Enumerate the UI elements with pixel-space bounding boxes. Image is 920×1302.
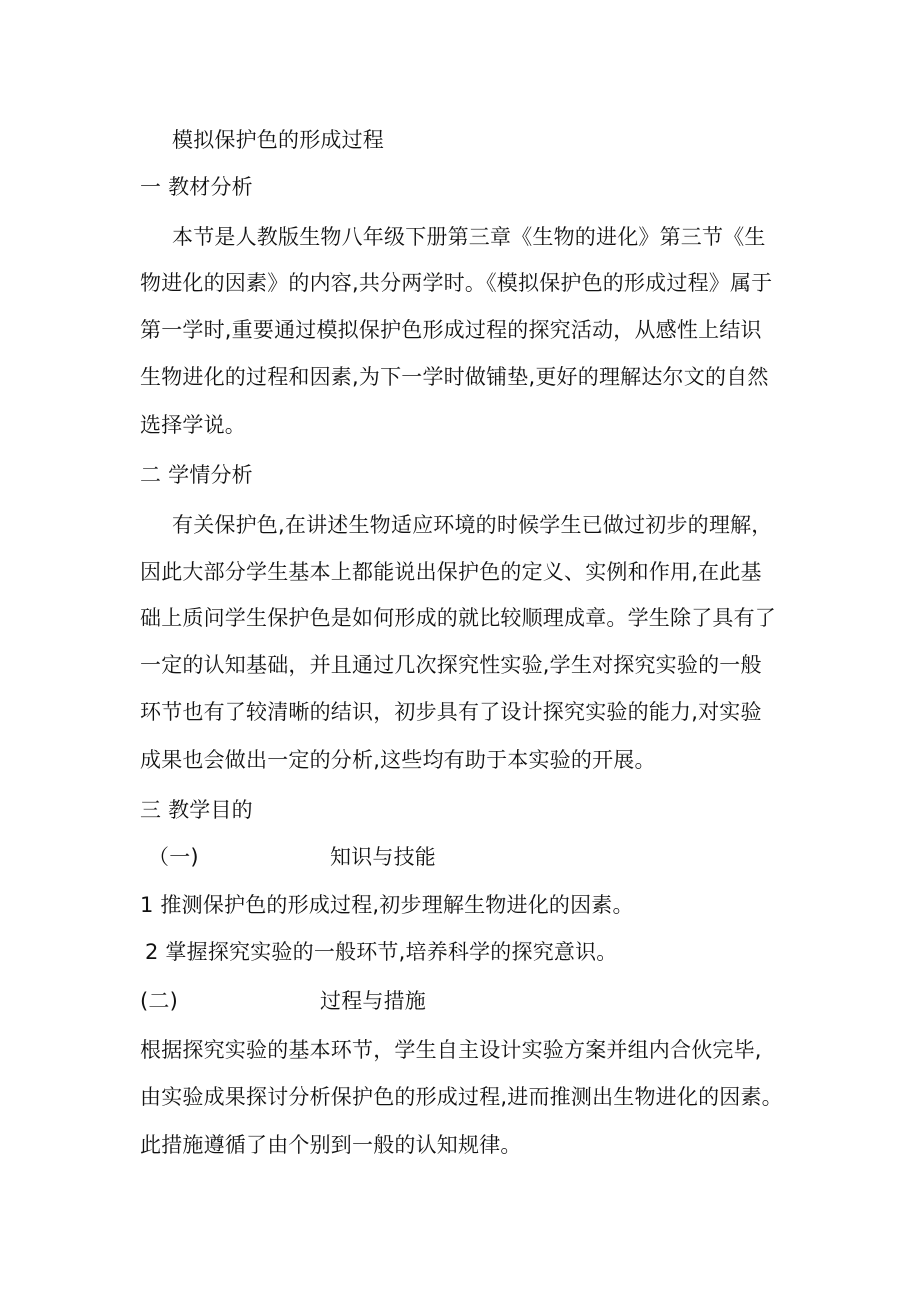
paragraph-line: 此措施遵循了由个别到一般的认知规律。	[140, 1133, 522, 1157]
subsection-title: 过程与措施	[320, 989, 426, 1013]
subsection-number: （一)	[148, 845, 199, 869]
subsection-number: (二)	[140, 989, 178, 1013]
paragraph-line: 环节也有了较清晰的结识，初步具有了设计探究实验的能力,对实验	[140, 700, 762, 724]
paragraph-line: 根据探究实验的基本环节，学生自主设计实验方案并组内合伙完毕,	[140, 1038, 762, 1062]
paragraph-line: 生物进化的过程和因素,为下一学时做铺垫,更好的理解达尔文的自然	[140, 365, 769, 389]
paragraph-line: 由实验成果探讨分析保护色的形成过程,进而推测出生物进化的因素。	[140, 1085, 783, 1109]
subsection-heading-knowledge-skills	[140, 842, 560, 872]
paragraph-line: 础上质问学生保护色是如何形成的就比较顺理成章。学生除了具有了	[140, 606, 776, 630]
paragraph-line: 因此大部分学生基本上都能说出保护色的定义、实例和作用,在此基	[140, 560, 762, 584]
section-heading-student-analysis: 二 学情分析	[140, 463, 253, 487]
paragraph-line: 本节是人教版生物八年级下册第三章《生物的进化》第三节《生	[172, 225, 766, 249]
paragraph-line: 物进化的因素》的内容,共分两学时。《模拟保护色的形成过程》属于	[140, 271, 773, 295]
paragraph-line: 有关保护色,在讲述生物适应环境的时候学生已做过初步的理解，	[172, 513, 773, 537]
subsection-heading-process-methods	[140, 986, 560, 1016]
paragraph-line: 一定的认知基础，并且通过几次探究性实验,学生对探究实验的一般	[140, 653, 762, 677]
section-heading-textbook-analysis: 一 教材分析	[140, 175, 253, 199]
paragraph-line: 第一学时,重要通过模拟保护色形成过程的探究活动，从感性上结识	[140, 318, 762, 342]
list-item: 2 掌握探究实验的一般环节,培养科学的探究意识。	[145, 940, 618, 964]
subsection-title: 知识与技能	[330, 845, 436, 869]
list-item: 1 推测保护色的形成过程,初步理解生物进化的因素。	[140, 893, 634, 917]
paragraph-line: 成果也会做出一定的分析,这些均有助于本实验的开展。	[140, 748, 656, 772]
paragraph-line: 选择学说。	[140, 413, 246, 437]
document-title: 模拟保护色的形成过程	[172, 128, 384, 152]
section-heading-teaching-goals: 三 教学目的	[140, 798, 253, 822]
